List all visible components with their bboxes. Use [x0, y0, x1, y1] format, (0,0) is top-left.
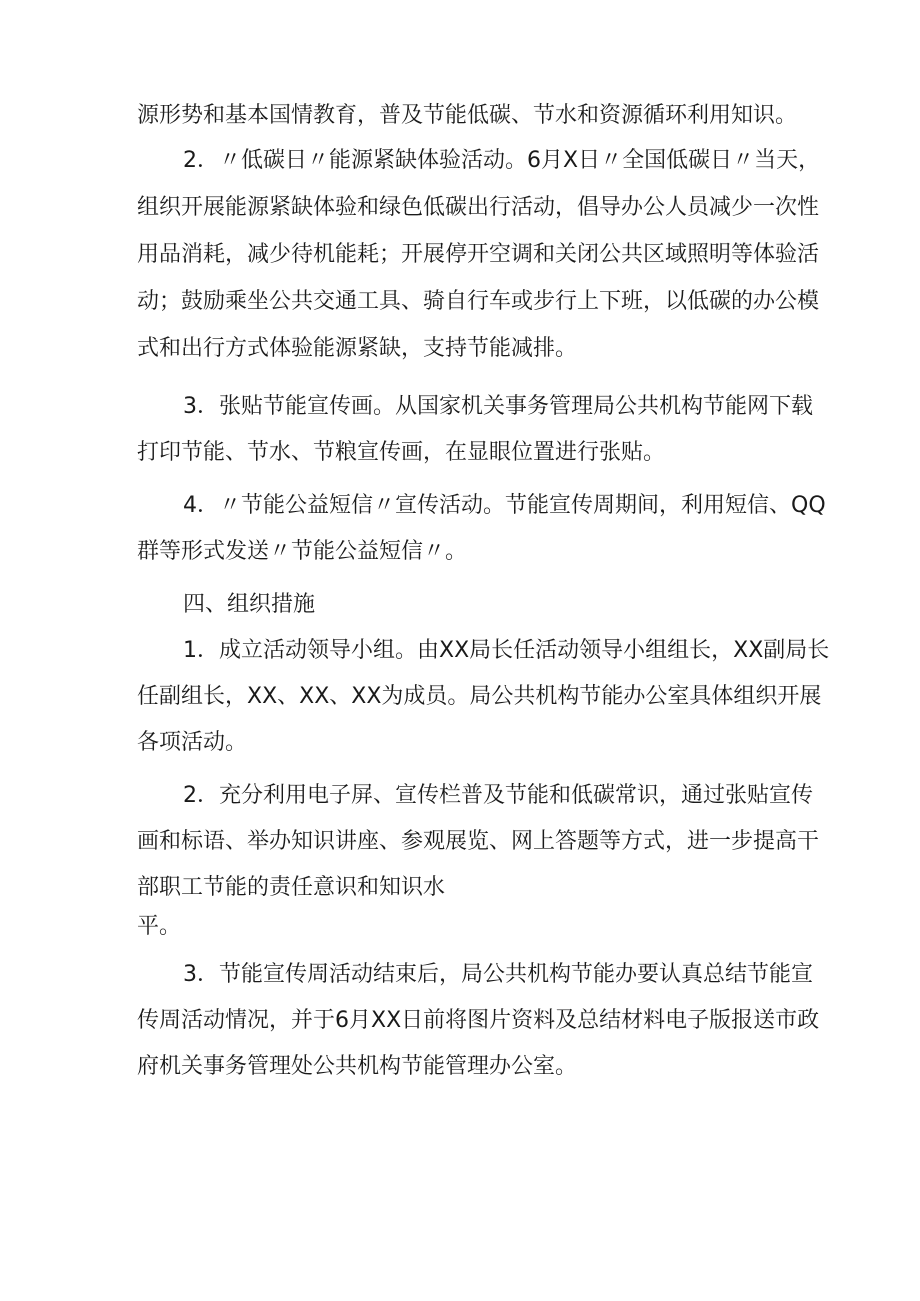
paragraph-line: 式和出行方式体验能源紧缺，支持节能减排。	[137, 336, 578, 361]
paragraph-line: 动；鼓励乘坐公共交通工具、骑自行车或步行上下班，以低碳的办公模	[137, 289, 820, 314]
paragraph-line: 2．〃低碳日〃能源紧缺体验活动。6月X日〃全国低碳日〃当天，	[183, 148, 821, 173]
paragraph-line: 3．节能宣传周活动结束后，局公共机构节能办要认真总结节能宣	[183, 962, 813, 987]
paragraph-line: 各项活动。	[137, 730, 248, 755]
paragraph-line: 部职工节能的责任意识和知识水	[137, 875, 446, 900]
paragraph-line: 3．张贴节能宣传画。从国家机关事务管理局公共机构节能网下载	[183, 394, 813, 419]
paragraph-line: 1．成立活动领导小组。由XX局长任活动领导小组组长，XX副局长	[183, 638, 830, 663]
paragraph-line: 源形势和基本国情教育，普及节能低碳、节水和资源循环利用知识。	[137, 103, 798, 128]
paragraph-line: 2．充分利用电子屏、宣传栏普及节能和低碳常识，通过张贴宣传	[183, 783, 813, 808]
paragraph-line: 群等形式发送〃节能公益短信〃。	[137, 539, 468, 564]
paragraph-line: 任副组长，XX、XX、XX为成员。局公共机构节能办公室具体组织开展	[137, 684, 822, 709]
paragraph-line: 组织开展能源紧缺体验和绿色低碳出行活动，倡导办公人员减少一次性	[137, 195, 820, 220]
paragraph-line: 画和标语、举办知识讲座、参观展览、网上答题等方式，进一步提高干	[137, 829, 820, 854]
paragraph-line: 传周活动情况，并于6月XX日前将图片资料及总结材料电子版报送市政	[137, 1008, 820, 1033]
paragraph-line: 用品消耗，减少待机能耗；开展停开空调和关闭公共区域照明等体验活	[137, 242, 820, 267]
section-heading: 四、组织措施	[183, 592, 316, 617]
paragraph-line: 4．〃节能公益短信〃宣传活动。节能宣传周期间，利用短信、QQ	[183, 493, 826, 518]
paragraph-line: 府机关事务管理处公共机构节能管理办公室。	[137, 1054, 578, 1079]
paragraph-line: 打印节能、节水、节粮宣传画，在显眼位置进行张贴。	[137, 440, 666, 465]
paragraph-line: 平。	[137, 914, 182, 939]
